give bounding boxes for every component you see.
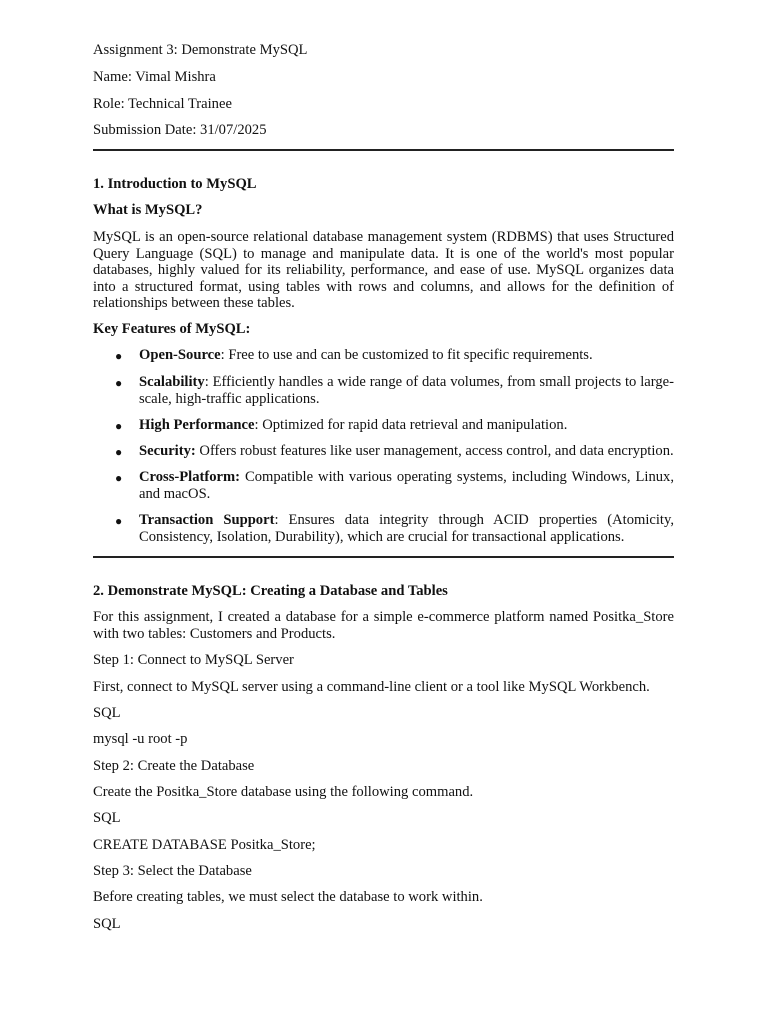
bullet-icon: ● [115, 445, 123, 459]
feature-term: Cross-Platform: [139, 469, 241, 485]
feature-item [139, 417, 674, 434]
step-3-code-language: SQL [93, 916, 121, 932]
step-2-code-language: SQL [93, 810, 121, 826]
step-1-title: Step 1: Connect to MySQL Server [93, 652, 294, 668]
bullet-icon: ● [115, 376, 123, 390]
section-2-heading: 2. Demonstrate MySQL: Creating a Database and Tables [93, 583, 448, 599]
bullet-icon: ● [115, 419, 123, 433]
feature-term: Scalability [139, 374, 205, 390]
step-1-text: First, connect to MySQL server using a command-line client or a tool like MySQL Workbench. [93, 679, 650, 695]
assignment-title: Assignment 3: Demonstrate MySQL [93, 42, 308, 58]
feature-desc: : Efficiently handles a wide range of data volumes, from small projects to large-scale, high-traffic applications. [139, 374, 674, 407]
feature-desc: : Optimized for rapid data retrieval and manipulation. [254, 417, 568, 433]
step-2-code: CREATE DATABASE Positka_Store; [93, 837, 316, 853]
feature-item [139, 512, 674, 545]
author-name: Name: Vimal Mishra [93, 69, 216, 85]
feature-term: Transaction Support [139, 512, 275, 528]
feature-desc: : Ensures data integrity through ACID properties (Atomicity, Consistency, Isolation, Durability), which are crucial for transactional applications. [139, 512, 674, 545]
feature-term: Security: [139, 443, 196, 459]
feature-term: High Performance [139, 417, 255, 433]
feature-item [139, 443, 674, 460]
divider [93, 556, 674, 558]
bullet-icon: ● [115, 471, 123, 485]
section-1-subheading: What is MySQL? [93, 202, 203, 218]
feature-desc: : Free to use and can be customized to fit specific requirements. [220, 347, 593, 363]
step-1-code: mysql -u root -p [93, 731, 188, 747]
section-1-heading: 1. Introduction to MySQL [93, 176, 257, 192]
step-3-text: Before creating tables, we must select the database to work within. [93, 889, 483, 905]
feature-item [139, 347, 674, 364]
author-role: Role: Technical Trainee [93, 96, 232, 112]
section-2-intro: For this assignment, I created a database for a simple e-commerce platform named Positka_Store with two tables: Customers and Products. [93, 609, 674, 642]
feature-term: Open-Source [139, 347, 221, 363]
bullet-icon: ● [115, 514, 123, 528]
step-2-text: Create the Positka_Store database using the following command. [93, 784, 474, 800]
divider [93, 149, 674, 151]
section-1-intro: MySQL is an open-source relational database management system (RDBMS) that uses Structured Query Language (SQL) to manage and manipulate data. It is one of the world's most popular databases, highly valued for its reliability, performance, and ease of use. MySQL organizes data into a structured format, using tables with rows and columns, and allows for the definition of relationships between these tables. [93, 229, 674, 311]
submission-date: Submission Date: 31/07/2025 [93, 122, 267, 138]
feature-item [139, 469, 674, 502]
features-heading: Key Features of MySQL: [93, 321, 251, 337]
feature-item [139, 374, 674, 407]
feature-desc: Compatible with various operating systems, including Windows, Linux, and macOS. [139, 469, 674, 502]
step-2-title: Step 2: Create the Database [93, 758, 255, 774]
feature-desc: Offers robust features like user management, access control, and data encryption. [195, 443, 674, 459]
step-3-title: Step 3: Select the Database [93, 863, 252, 879]
bullet-icon: ● [115, 349, 123, 363]
step-1-code-language: SQL [93, 705, 121, 721]
